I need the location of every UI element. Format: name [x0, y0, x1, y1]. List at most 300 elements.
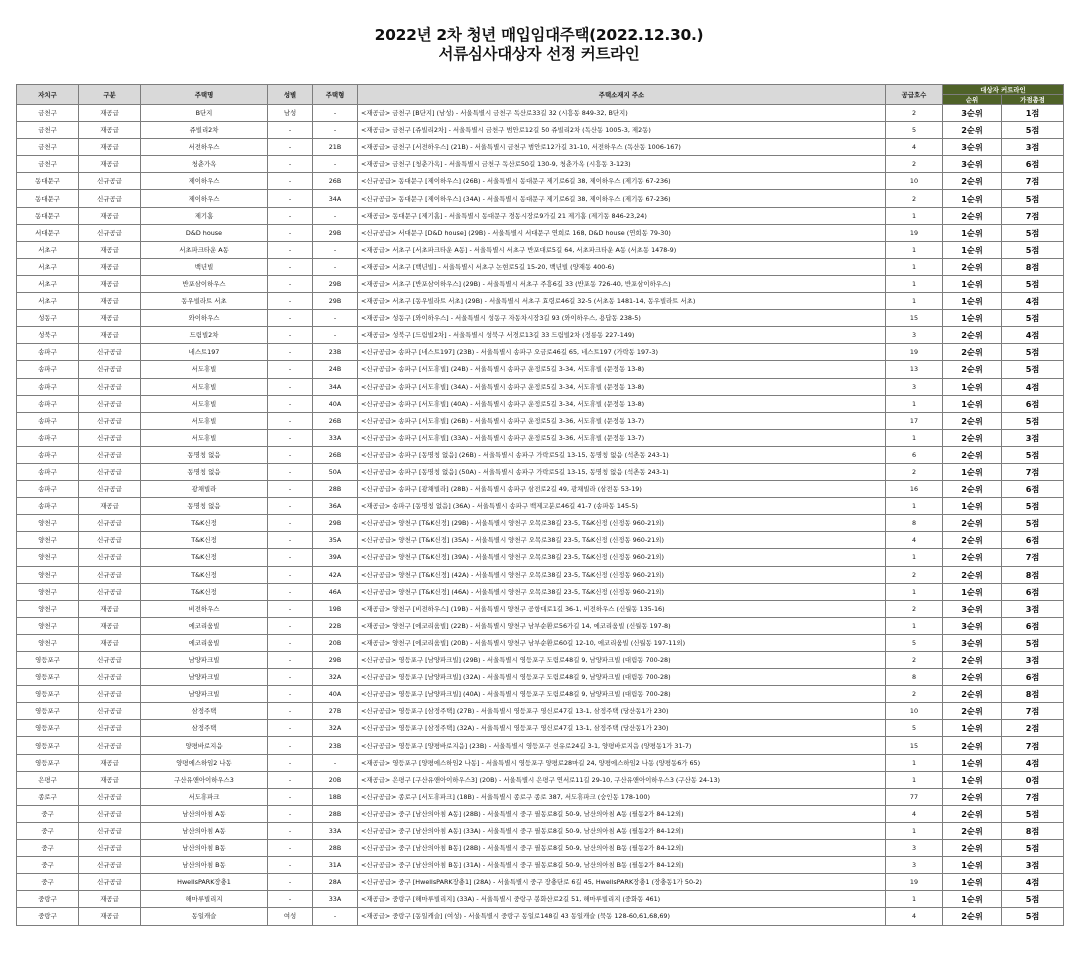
table-row	[17, 446, 1064, 463]
cell-type: 재공급	[79, 327, 141, 344]
cell-type: 재공급	[79, 891, 141, 908]
cell-name: 서도휴빌	[141, 361, 268, 378]
cell-address: <재공급> 중랑구 [해마루빌리지] (33A) - 서울특별시 중랑구 봉화산로2길 51, 해마루빌리지 (중화동 461)	[358, 891, 886, 908]
cell-district: 송파구	[17, 412, 79, 429]
cell-size: 32A	[313, 669, 358, 686]
cell-size: 19B	[313, 600, 358, 617]
cell-address: <신규공급> 동대문구 [제이하우스] (26B) - 서울특별시 동대문구 제기로6길 38, 제이하우스 (제기동 67-236)	[358, 173, 886, 190]
cell-size: 29B	[313, 652, 358, 669]
cell-name: 남산의아침 B동	[141, 840, 268, 857]
table-row	[17, 327, 1064, 344]
table-row	[17, 788, 1064, 805]
cell-address: <재공급> 송파구 [동명칭 없음] (36A) - 서울특별시 송파구 백제고분로46길 41-7 (송파동 145-5)	[358, 498, 886, 515]
cell-district: 송파구	[17, 378, 79, 395]
cell-type: 신규공급	[79, 874, 141, 891]
cell-name: 서도휴빌	[141, 378, 268, 395]
table-row	[17, 805, 1064, 822]
cell-score: 3점	[1002, 600, 1064, 617]
cell-rank: 2순위	[943, 481, 1002, 498]
header-name: 주택명	[141, 85, 268, 105]
cell-units: 3	[886, 840, 943, 857]
cell-size: 28A	[313, 874, 358, 891]
cell-score: 0점	[1002, 771, 1064, 788]
table-row	[17, 429, 1064, 446]
cell-name: 서전하우스	[141, 139, 268, 156]
cell-score: 5점	[1002, 122, 1064, 139]
cell-score: 4점	[1002, 754, 1064, 771]
cell-rank: 2순위	[943, 686, 1002, 703]
cell-name: 남산의아침 B동	[141, 857, 268, 874]
cell-gender: -	[268, 344, 313, 361]
cell-address: <신규공급> 송파구 [서도휴빌] (24B) - 서울특별시 송파구 운정로5길 3-34, 서도휴빌 (문정동 13-8)	[358, 361, 886, 378]
cell-size: 28B	[313, 840, 358, 857]
cell-address: <재공급> 서초구 [백년빌] - 서울특별시 서초구 논현로5길 15-20, 백년빌 (양재동 400-6)	[358, 258, 886, 275]
cell-rank: 2순위	[943, 173, 1002, 190]
cell-district: 송파구	[17, 446, 79, 463]
cell-score: 6점	[1002, 481, 1064, 498]
cell-name: 에코리움빌	[141, 634, 268, 651]
cell-rank: 2순위	[943, 207, 1002, 224]
cell-score: 5점	[1002, 908, 1064, 925]
cell-district: 서초구	[17, 293, 79, 310]
cell-type: 재공급	[79, 617, 141, 634]
cell-type: 재공급	[79, 908, 141, 925]
cell-size: 34A	[313, 190, 358, 207]
cell-address: <신규공급> 중구 [남산의아침 A동] (28B) - 서울특별시 중구 필동로8길 50-9, 남산의아침 A동 (필동2가 84-12외)	[358, 805, 886, 822]
cell-address: <재공급> 성북구 [드림빌2차] - 서울특별시 성북구 서경로13길 33 드림빌2차 (정릉동 227-149)	[358, 327, 886, 344]
cell-district: 서초구	[17, 275, 79, 292]
cell-district: 중구	[17, 840, 79, 857]
table-row	[17, 241, 1064, 258]
cell-units: 13	[886, 361, 943, 378]
cell-size: 50A	[313, 463, 358, 480]
table-row	[17, 498, 1064, 515]
cell-units: 1	[886, 258, 943, 275]
cell-gender: -	[268, 549, 313, 566]
cell-type: 신규공급	[79, 378, 141, 395]
cell-address: <신규공급> 종로구 [서도휴파크] (18B) - 서울특별시 종로구 종로 387, 서도휴파크 (숭인동 178-100)	[358, 788, 886, 805]
cell-district: 양천구	[17, 566, 79, 583]
cell-units: 2	[886, 105, 943, 122]
cell-size: 40A	[313, 686, 358, 703]
cell-rank: 2순위	[943, 805, 1002, 822]
cell-gender: -	[268, 498, 313, 515]
cell-district: 중구	[17, 857, 79, 874]
table-row	[17, 481, 1064, 498]
cell-units: 4	[886, 908, 943, 925]
cell-rank: 3순위	[943, 617, 1002, 634]
cell-type: 신규공급	[79, 703, 141, 720]
cell-score: 4점	[1002, 378, 1064, 395]
cell-score: 6점	[1002, 583, 1064, 600]
cell-district: 금천구	[17, 139, 79, 156]
cell-name: 쥬빌리2차	[141, 122, 268, 139]
cell-size: 42A	[313, 566, 358, 583]
cell-gender: -	[268, 515, 313, 532]
cell-name: 구산유앤아이하우스3	[141, 771, 268, 788]
cell-district: 중구	[17, 822, 79, 839]
cell-name: T&K신정	[141, 549, 268, 566]
title-line-1: 2022년 2차 청년 매입임대주택(2022.12.30.)	[374, 26, 704, 44]
title-line-2: 서류심사대상자 선정 커트라인	[438, 45, 640, 63]
cell-type: 재공급	[79, 275, 141, 292]
cell-rank: 1순위	[943, 891, 1002, 908]
cell-district: 양천구	[17, 532, 79, 549]
cell-score: 5점	[1002, 241, 1064, 258]
cell-size: -	[313, 258, 358, 275]
cell-rank: 1순위	[943, 463, 1002, 480]
cell-type: 재공급	[79, 105, 141, 122]
cell-score: 8점	[1002, 686, 1064, 703]
cell-district: 종로구	[17, 788, 79, 805]
cell-name: 광채빌라	[141, 481, 268, 498]
cell-gender: -	[268, 805, 313, 822]
cell-address: <신규공급> 송파구 [서도휴빌] (40A) - 서울특별시 송파구 운정로5길 3-34, 서도휴빌 (문정동 13-8)	[358, 395, 886, 412]
cell-score: 7점	[1002, 173, 1064, 190]
cell-size: 29B	[313, 275, 358, 292]
cell-district: 영등포구	[17, 737, 79, 754]
cell-type: 재공급	[79, 207, 141, 224]
cell-name: 제이하우스	[141, 173, 268, 190]
cell-rank: 2순위	[943, 429, 1002, 446]
cell-type: 신규공급	[79, 463, 141, 480]
cell-size: 29B	[313, 515, 358, 532]
cell-rank: 2순위	[943, 703, 1002, 720]
cell-name: 반포삼이하우스	[141, 275, 268, 292]
cell-units: 3	[886, 327, 943, 344]
cell-district: 영등포구	[17, 754, 79, 771]
cell-rank: 2순위	[943, 840, 1002, 857]
table-row	[17, 463, 1064, 480]
cell-size: 33A	[313, 891, 358, 908]
cell-rank: 1순위	[943, 771, 1002, 788]
cell-units: 2	[886, 566, 943, 583]
table-row	[17, 737, 1064, 754]
cell-gender: -	[268, 840, 313, 857]
header-units: 공급호수	[886, 85, 943, 105]
cell-district: 양천구	[17, 515, 79, 532]
cell-units: 3	[886, 857, 943, 874]
cell-units: 1	[886, 822, 943, 839]
cell-score: 8점	[1002, 566, 1064, 583]
cell-type: 신규공급	[79, 652, 141, 669]
cell-size: -	[313, 156, 358, 173]
cell-type: 재공급	[79, 771, 141, 788]
header-address: 주택소재지 주소	[358, 85, 886, 105]
cell-size: -	[313, 241, 358, 258]
cell-score: 7점	[1002, 207, 1064, 224]
cell-score: 8점	[1002, 258, 1064, 275]
cell-type: 재공급	[79, 156, 141, 173]
cell-units: 19	[886, 224, 943, 241]
cell-size: 23B	[313, 737, 358, 754]
cell-score: 5점	[1002, 515, 1064, 532]
cell-units: 1	[886, 241, 943, 258]
cell-type: 재공급	[79, 310, 141, 327]
table-row	[17, 857, 1064, 874]
cell-address: <신규공급> 중구 [남산의아침 A동] (33A) - 서울특별시 중구 필동로8길 50-9, 남산의아침 A동 (필동2가 84-12외)	[358, 822, 886, 839]
cell-name: 동우빌라트 서초	[141, 293, 268, 310]
cell-score: 5점	[1002, 361, 1064, 378]
cell-type: 신규공급	[79, 549, 141, 566]
table-row	[17, 275, 1064, 292]
cell-gender: -	[268, 173, 313, 190]
cell-units: 4	[886, 139, 943, 156]
cell-gender: -	[268, 378, 313, 395]
cell-rank: 2순위	[943, 446, 1002, 463]
cell-score: 6점	[1002, 532, 1064, 549]
cell-size: 21B	[313, 139, 358, 156]
cell-size: 29B	[313, 224, 358, 241]
cell-gender: -	[268, 224, 313, 241]
cell-rank: 1순위	[943, 224, 1002, 241]
cell-rank: 2순위	[943, 361, 1002, 378]
cell-gender: -	[268, 857, 313, 874]
cell-address: <신규공급> 영등포구 [남양파크빌] (32A) - 서울특별시 영등포구 도림로48길 9, 남양파크빌 (대림동 700-28)	[358, 669, 886, 686]
cell-gender: -	[268, 634, 313, 651]
cell-name: 삼정주택	[141, 703, 268, 720]
table-row	[17, 412, 1064, 429]
cell-rank: 2순위	[943, 122, 1002, 139]
table-row	[17, 600, 1064, 617]
table-row	[17, 224, 1064, 241]
table-row	[17, 310, 1064, 327]
cell-gender: -	[268, 788, 313, 805]
cell-size: -	[313, 122, 358, 139]
cell-address: <재공급> 금천구 [B단지] (남성) - 서울특별시 금천구 독산로33길 32 (시흥동 849-32, B단지)	[358, 105, 886, 122]
cell-district: 금천구	[17, 122, 79, 139]
cell-score: 4점	[1002, 874, 1064, 891]
table-row	[17, 634, 1064, 651]
cell-name: 남양파크빌	[141, 669, 268, 686]
cell-rank: 1순위	[943, 275, 1002, 292]
cell-type: 신규공급	[79, 429, 141, 446]
cell-district: 중랑구	[17, 908, 79, 925]
cell-name: 네스트197	[141, 344, 268, 361]
cell-name: 서도휴빌	[141, 429, 268, 446]
cell-score: 5점	[1002, 634, 1064, 651]
cell-address: <신규공급> 영등포구 [삼정주택] (27B) - 서울특별시 영등포구 영신로47길 13-1, 삼정주택 (당산동1가 230)	[358, 703, 886, 720]
cell-size: 20B	[313, 771, 358, 788]
cell-type: 재공급	[79, 241, 141, 258]
cell-gender: -	[268, 327, 313, 344]
cell-gender: -	[268, 310, 313, 327]
cell-district: 송파구	[17, 361, 79, 378]
cell-type: 재공급	[79, 600, 141, 617]
cell-gender: -	[268, 293, 313, 310]
cell-district: 서대문구	[17, 224, 79, 241]
cell-gender: -	[268, 412, 313, 429]
cell-units: 1	[886, 429, 943, 446]
cell-units: 5	[886, 720, 943, 737]
table-row	[17, 908, 1064, 925]
cell-gender: -	[268, 481, 313, 498]
cell-gender: -	[268, 669, 313, 686]
cell-gender: -	[268, 258, 313, 275]
table-row	[17, 703, 1064, 720]
table-row	[17, 532, 1064, 549]
cell-units: 1	[886, 498, 943, 515]
cell-units: 17	[886, 412, 943, 429]
cell-address: <신규공급> 송파구 [동명칭 없음] (26B) - 서울특별시 송파구 가락로5길 13-15, 동명칭 없음 (석촌동 243-1)	[358, 446, 886, 463]
cell-gender: -	[268, 361, 313, 378]
cell-district: 금천구	[17, 156, 79, 173]
table-row	[17, 652, 1064, 669]
cell-type: 신규공급	[79, 361, 141, 378]
table-row	[17, 395, 1064, 412]
cell-score: 1점	[1002, 105, 1064, 122]
header-size: 주택형	[313, 85, 358, 105]
cell-district: 양천구	[17, 617, 79, 634]
cell-district: 송파구	[17, 429, 79, 446]
cell-district: 영등포구	[17, 720, 79, 737]
cell-size: 39A	[313, 549, 358, 566]
cell-size: 20B	[313, 634, 358, 651]
cell-name: 동명칭 없음	[141, 446, 268, 463]
cell-rank: 1순위	[943, 754, 1002, 771]
cell-name: 서도휴빌	[141, 395, 268, 412]
cell-gender: -	[268, 532, 313, 549]
cell-units: 4	[886, 532, 943, 549]
cell-address: <재공급> 서초구 [서초파크타운 A동] - 서울특별시 서초구 반포대로5길 64, 서초파크타운 A동 (서초동 1478-9)	[358, 241, 886, 258]
cell-size: -	[313, 908, 358, 925]
cell-rank: 1순위	[943, 293, 1002, 310]
cell-score: 6점	[1002, 669, 1064, 686]
cell-type: 신규공급	[79, 173, 141, 190]
cell-score: 5점	[1002, 805, 1064, 822]
cell-units: 1	[886, 617, 943, 634]
header-score: 가점총점	[1002, 95, 1064, 105]
cell-size: 28B	[313, 805, 358, 822]
table-row	[17, 139, 1064, 156]
cell-address: <신규공급> 중구 [남산의아침 B동] (31A) - 서울특별시 중구 필동로8길 50-9, 남산의아침 B동 (필동2가 84-12외)	[358, 857, 886, 874]
cell-district: 영등포구	[17, 703, 79, 720]
cell-address: <신규공급> 영등포구 [양평바로지음] (23B) - 서울특별시 영등포구 선유로24길 3-1, 양평바로지음 (양평동1가 31-7)	[358, 737, 886, 754]
cell-type: 신규공급	[79, 532, 141, 549]
cell-rank: 1순위	[943, 241, 1002, 258]
table-row	[17, 617, 1064, 634]
cell-type: 신규공급	[79, 446, 141, 463]
cell-rank: 1순위	[943, 720, 1002, 737]
cell-gender: -	[268, 446, 313, 463]
cell-district: 송파구	[17, 395, 79, 412]
cell-type: 신규공급	[79, 669, 141, 686]
cell-units: 15	[886, 737, 943, 754]
cell-gender: -	[268, 617, 313, 634]
cell-size: -	[313, 754, 358, 771]
cell-district: 서초구	[17, 258, 79, 275]
cell-units: 1	[886, 275, 943, 292]
cell-type: 신규공급	[79, 737, 141, 754]
cell-gender: -	[268, 395, 313, 412]
cell-units: 1	[886, 754, 943, 771]
cell-district: 양천구	[17, 600, 79, 617]
cell-rank: 1순위	[943, 498, 1002, 515]
cell-rank: 2순위	[943, 258, 1002, 275]
cell-size: 24B	[313, 361, 358, 378]
cell-address: <신규공급> 양천구 [T&K신정] (42A) - 서울특별시 양천구 오목로38길 23-5, T&K신정 (신정동 960-21외)	[358, 566, 886, 583]
cell-units: 1	[886, 891, 943, 908]
cell-type: 신규공급	[79, 190, 141, 207]
cell-gender: -	[268, 754, 313, 771]
cell-district: 양천구	[17, 634, 79, 651]
cell-units: 2	[886, 652, 943, 669]
cell-units: 1	[886, 207, 943, 224]
cell-address: <신규공급> 영등포구 [남양파크빌] (29B) - 서울특별시 영등포구 도림로48길 9, 남양파크빌 (대림동 700-28)	[358, 652, 886, 669]
header-cutline: 대상자 커트라인	[943, 85, 1064, 95]
cell-district: 영등포구	[17, 686, 79, 703]
table-row	[17, 669, 1064, 686]
cell-district: 성동구	[17, 310, 79, 327]
cell-district: 송파구	[17, 481, 79, 498]
cell-rank: 1순위	[943, 874, 1002, 891]
cell-address: <재공급> 서초구 [반포삼이하우스] (29B) - 서울특별시 서초구 주흥6길 33 (반포동 726-40, 반포삼이하우스)	[358, 275, 886, 292]
cell-rank: 2순위	[943, 737, 1002, 754]
header-rank: 순위	[943, 95, 1002, 105]
cell-score: 3점	[1002, 652, 1064, 669]
cell-score: 2점	[1002, 720, 1064, 737]
cell-units: 19	[886, 874, 943, 891]
cell-score: 6점	[1002, 617, 1064, 634]
cell-score: 3점	[1002, 139, 1064, 156]
cutline-table	[16, 84, 1064, 926]
cell-type: 신규공급	[79, 481, 141, 498]
cell-address: <재공급> 서초구 [동우빌라트 서초] (29B) - 서울특별시 서초구 효령로46길 32-5 (서초동 1481-14, 동우빌라트 서초)	[358, 293, 886, 310]
cell-address: <재공급> 중랑구 [동일캐슬] (여성) - 서울특별시 중랑구 동일로148길 43 동일캐슬 (묵동 128-60,61,68,69)	[358, 908, 886, 925]
cell-units: 19	[886, 344, 943, 361]
cell-score: 6점	[1002, 156, 1064, 173]
table-row	[17, 515, 1064, 532]
cell-rank: 2순위	[943, 908, 1002, 925]
cell-score: 5점	[1002, 412, 1064, 429]
table-body	[17, 105, 1064, 926]
cell-type: 신규공급	[79, 395, 141, 412]
header-gender: 성별	[268, 85, 313, 105]
cell-gender: -	[268, 275, 313, 292]
table-row	[17, 822, 1064, 839]
cell-units: 1	[886, 549, 943, 566]
cell-size: 29B	[313, 293, 358, 310]
cell-name: T&K신정	[141, 515, 268, 532]
cell-gender: -	[268, 429, 313, 446]
cell-address: <재공급> 영등포구 [양평에스하임2 나동] - 서울특별시 영등포구 양평로28마길 24, 양평에스하임2 나동 (양평동6가 65)	[358, 754, 886, 771]
cell-name: D&D house	[141, 224, 268, 241]
cell-gender: -	[268, 241, 313, 258]
cell-rank: 3순위	[943, 156, 1002, 173]
cell-rank: 2순위	[943, 566, 1002, 583]
cell-gender: -	[268, 207, 313, 224]
cell-name: HwellsPARK장충1	[141, 874, 268, 891]
cell-gender: -	[268, 822, 313, 839]
cell-gender: -	[268, 686, 313, 703]
cell-units: 6	[886, 446, 943, 463]
table-row	[17, 686, 1064, 703]
cell-gender: -	[268, 771, 313, 788]
table-row	[17, 840, 1064, 857]
cell-district: 서초구	[17, 241, 79, 258]
cell-name: 남양파크빌	[141, 652, 268, 669]
cell-score: 7점	[1002, 737, 1064, 754]
cell-address: <신규공급> 중구 [HwellsPARK장충1] (28A) - 서울특별시 중구 장충단로 6길 45, HwellsPARK장충1 (장충동1가 50-2)	[358, 874, 886, 891]
cell-size: 28B	[313, 481, 358, 498]
cell-type: 신규공급	[79, 566, 141, 583]
cell-district: 동대문구	[17, 173, 79, 190]
cell-district: 영등포구	[17, 669, 79, 686]
cell-address: <신규공급> 양천구 [T&K신정] (29B) - 서울특별시 양천구 오목로38길 23-5, T&K신정 (신정동 960-21외)	[358, 515, 886, 532]
cell-units: 2	[886, 463, 943, 480]
cell-name: 제이하우스	[141, 190, 268, 207]
cell-gender: -	[268, 703, 313, 720]
